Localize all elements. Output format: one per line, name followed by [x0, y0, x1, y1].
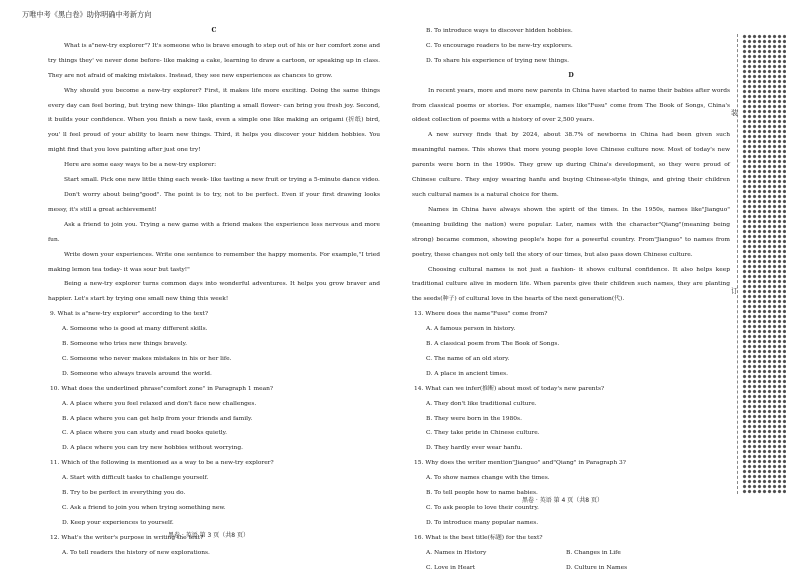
option[interactable]: A. To tell readers the history of new explorations.	[62, 549, 210, 556]
paragraph: A new survey finds that by 2024, about 38.7% of newborns in China had been given such meaningful names. This shows that more young people love Chinese culture now. Most of today's new parents were born in the 1990s. They grew up during China's development, so they were proud of Chinese culture. They enjoy wearing hanfu and buying Chinese-style things, and giving their children such cultural names is a natural choice for them.	[412, 132, 730, 198]
paragraph: Names in China have always shown the spirit of the times. In the 1950s, names like"Jianguo" (meaning building the nation) were popular. Later, names with the character"Qiang"(meaning being strong) became common, showing people's hope for a powerful country. From"Jianguo" to names from poetry, these changes not only tell the story of our times, but also pass down Chinese culture.	[412, 206, 730, 258]
option[interactable]: D. Culture in Names	[566, 564, 628, 571]
option[interactable]: A. Someone who is good at many different skills.	[62, 326, 208, 333]
option[interactable]: B. A classical poem from The Book of Songs.	[426, 341, 560, 348]
question-12: 12. What's the writer's purpose in writing the text?	[50, 534, 204, 541]
question-10: 10. What does the underlined phrase"comfort zone" in Paragraph 1 mean?	[50, 385, 274, 392]
paragraph: What is a"new-try explorer"? It's someone who is brave enough to step out of his or her comfort zone and try things they' ve never done before- like making a cake, learning to draw a cartoon, or speaking up in class. They are not afraid of making mistakes. Instead, they see new experiences as chances to grow.	[48, 42, 380, 79]
page-header: 万唯中考《黑白卷》助你明确中考新方向	[22, 10, 152, 19]
paragraph: Why should you become a new-try explorer? First, it makes life more exciting. Doing the same things every day can feel boring, but trying new things- like planting a small flower- can bring you fresh joy. Second, it builds your confidence. When you finish a new task, even a simple one like making an origami (折纸) bird, you' ll feel proud of your ability to learn new things. Third, it helps you discover your hidden hobbies. You might find that you love painting after just one try!	[48, 87, 380, 154]
option[interactable]: C. The name of an old story.	[426, 355, 510, 362]
option[interactable]: A. A place where you feel relaxed and don't face new challenges.	[62, 400, 257, 407]
option[interactable]: B. They were born in the 1980s.	[426, 415, 522, 422]
paragraph: Here are some easy ways to be a new-try explorer:	[64, 162, 217, 169]
option[interactable]: B. To introduce ways to discover hidden hobbies.	[426, 28, 573, 34]
paragraph: Start small. Pick one new little thing each week- like tasting a new fruit or trying a 5-minute dance video.	[64, 177, 380, 184]
option[interactable]: B. Try to be perfect in everything you do.	[62, 490, 186, 497]
question-15: 15. Why does the writer mention"Jianguo" and"Qiang" in Paragraph 3?	[414, 460, 626, 467]
option[interactable]: C. They take pride in Chinese culture.	[426, 430, 540, 437]
option[interactable]: C. To ask people to love their country.	[426, 505, 539, 511]
option[interactable]: A. To show names change with the times.	[426, 475, 550, 482]
option[interactable]: D. To share his experience of trying new things.	[426, 57, 570, 64]
question-9: 9. What is a"new-try explorer" according to the text?	[50, 311, 209, 318]
question-16: 16. What is the best title(标题) for the text?	[414, 534, 543, 541]
option[interactable]: D. Someone who always travels around the world.	[62, 370, 212, 377]
binding-pattern	[742, 34, 786, 494]
option[interactable]: C. Someone who never makes mistakes in his or her life.	[62, 355, 232, 362]
option-row	[412, 561, 730, 576]
option[interactable]: A. Start with difficult tasks to challenge yourself.	[62, 475, 209, 482]
paragraph: Being a new-try explorer turns common days into wonderful adventures. It helps you grow braver and happier. Let's start by trying one small new thing this week!	[48, 281, 380, 303]
option[interactable]: C. A place where you can study and read books quietly.	[62, 430, 227, 437]
section-d-label: D	[568, 71, 574, 79]
question-13: 13. Where does the name"Fusu" come from?	[414, 311, 548, 318]
option[interactable]: C. To encourage readers to be new-try explorers.	[426, 42, 573, 49]
binding-line	[737, 34, 738, 494]
option[interactable]: D. Keep your experiences to yourself.	[62, 519, 174, 526]
option[interactable]: A. They don't like traditional culture.	[426, 400, 537, 407]
page-footer-right: 黑卷 · 英语 第 4 页（共8 页）	[522, 497, 603, 504]
binding-char-top: 装	[731, 109, 738, 117]
paragraph: Don't worry about being"good". The point is to try, not to be perfect. Even if your first drawing looks messy, it's still a great achievement!	[48, 191, 380, 213]
option[interactable]: C. Ask a friend to join you when trying something new.	[62, 505, 226, 511]
option[interactable]: A. A famous person in history.	[426, 326, 516, 333]
option[interactable]: B. Changes in Life	[566, 549, 621, 556]
right-column	[412, 24, 730, 576]
paragraph: Write down your experiences. Write one sentence to remember the happy moments. For example,"I tried making lemon tea today- it was sour but tasty!"	[48, 251, 380, 273]
option-row	[412, 546, 730, 561]
option[interactable]: D. To introduce many popular names.	[426, 519, 539, 526]
option[interactable]: B. To tell people how to name babies.	[426, 490, 538, 497]
paragraph: In recent years, more and more new parents in China have started to name their babies after words from classical poems or stories. For example, names like"Fusu" come from The Book of Songs, China's oldest collection of poems with a history of over 2,500 years.	[412, 87, 730, 124]
paragraph: Ask a friend to join you. Trying a new game with a friend makes the experience less nervous and more fun.	[48, 221, 380, 243]
binding-char-bottom: 订	[731, 287, 738, 295]
page-footer-left: 黑卷 · 英语 第 3 页（共8 页）	[168, 532, 249, 539]
option[interactable]: D. A place where you can try new hobbies without worrying.	[62, 445, 243, 452]
option[interactable]: C. Love in Heart	[426, 564, 476, 571]
option[interactable]: B. A place where you can get help from your friends and family.	[62, 415, 253, 422]
question-14: 14. What can we infer(推断) about most of today's new parents?	[414, 385, 605, 392]
option[interactable]: B. Someone who tries new things bravely.	[62, 341, 188, 348]
paragraph: Choosing cultural names is not just a fashion- it shows cultural confidence. It also helps keep traditional culture alive in modern life. When parents give their children such names, they are planting the seeds(种子) of cultural love in the hearts of the next generation(代).	[412, 266, 730, 303]
option[interactable]: D. A place in ancient times.	[426, 370, 508, 377]
option[interactable]: D. They hardly ever wear hanfu.	[426, 445, 523, 452]
left-column	[48, 24, 380, 561]
option[interactable]: A. Names in History	[426, 549, 487, 556]
section-c-label: C	[211, 27, 217, 34]
question-11: 11. Which of the following is mentioned as a way to be a new-try explorer?	[50, 460, 274, 467]
